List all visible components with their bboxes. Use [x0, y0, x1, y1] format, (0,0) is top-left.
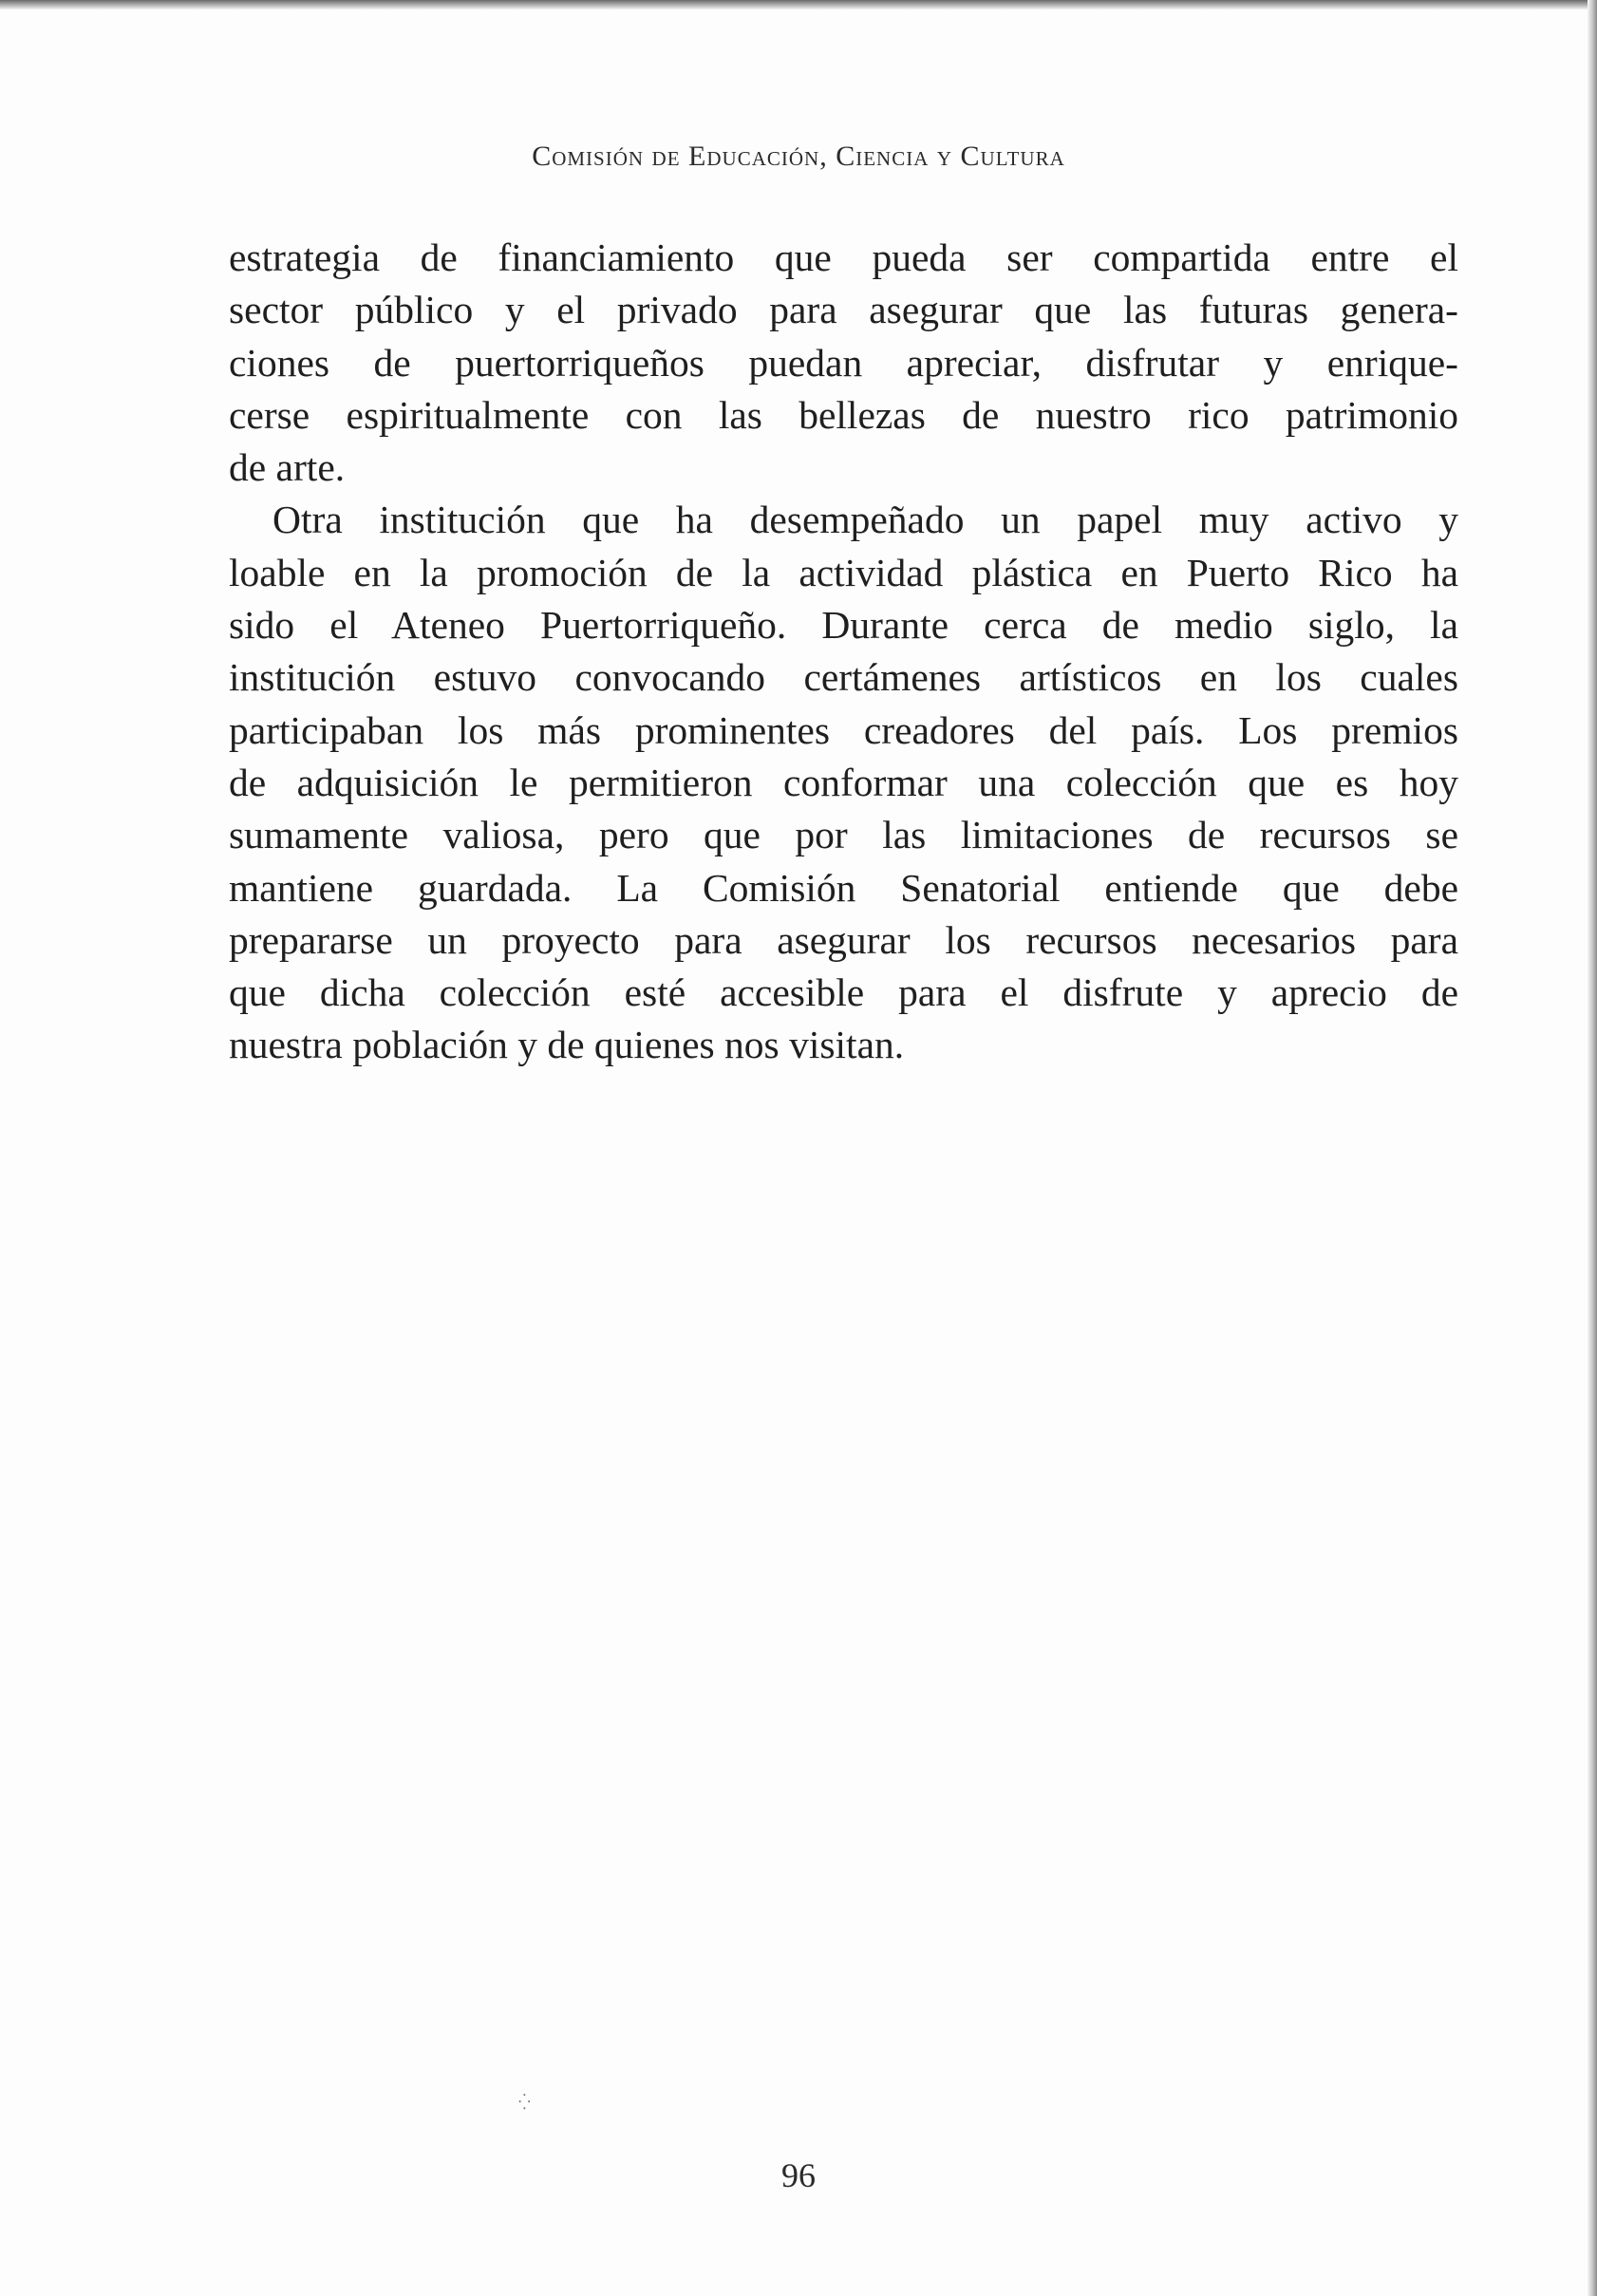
paragraph-1	[229, 232, 1458, 494]
page-number: 96	[781, 2156, 816, 2194]
text-line: de arte.	[229, 445, 346, 490]
text-line: estrategia de financiamiento que pueda ser compartida entre el	[229, 235, 1458, 279]
text-line: institución estuvo convocando certámenes artísticos en los cuales	[229, 655, 1458, 700]
scan-smudge: ⁛	[518, 2095, 531, 2111]
text-line: nuestra población y de quienes nos visitan.	[229, 1023, 905, 1067]
scan-edge-right	[1588, 0, 1597, 2296]
text-line: sector público y el privado para asegurar que las futuras genera-	[229, 288, 1458, 332]
text-line: cerse espiritualmente con las bellezas de nuestro rico patrimonio	[229, 392, 1458, 437]
text-line: loable en la promoción de la actividad plástica en Puerto Rico ha	[229, 550, 1458, 594]
text-line: que dicha colección esté accesible para el disfrute y aprecio de	[229, 970, 1458, 1015]
text-line: mantiene guardada. La Comisión Senatorial entiende que debe	[229, 865, 1458, 910]
paragraph-2	[229, 494, 1458, 1071]
text-line: Otra institución que ha desempeñado un papel muy activo y	[272, 498, 1458, 542]
scan-edge-top	[0, 0, 1597, 9]
text-line: prepararse un proyecto para asegurar los recursos necesarios para	[229, 917, 1458, 962]
body-text	[229, 232, 1458, 1072]
text-line: sumamente valiosa, pero que por las limitaciones de recursos se	[229, 813, 1458, 857]
text-line: sido el Ateneo Puertorriqueño. Durante cerca de medio siglo, la	[229, 603, 1458, 648]
text-line: participaban los más prominentes creadores del país. Los premios	[229, 707, 1458, 752]
text-line: ciones de puertorriqueños puedan apreciar, disfrutar y enrique-	[229, 340, 1458, 385]
text-line: de adquisición le permitieron conformar una colección que es hoy	[229, 760, 1458, 804]
running-header: Comisión de Educación, Ciencia y Cultura	[532, 141, 1065, 172]
